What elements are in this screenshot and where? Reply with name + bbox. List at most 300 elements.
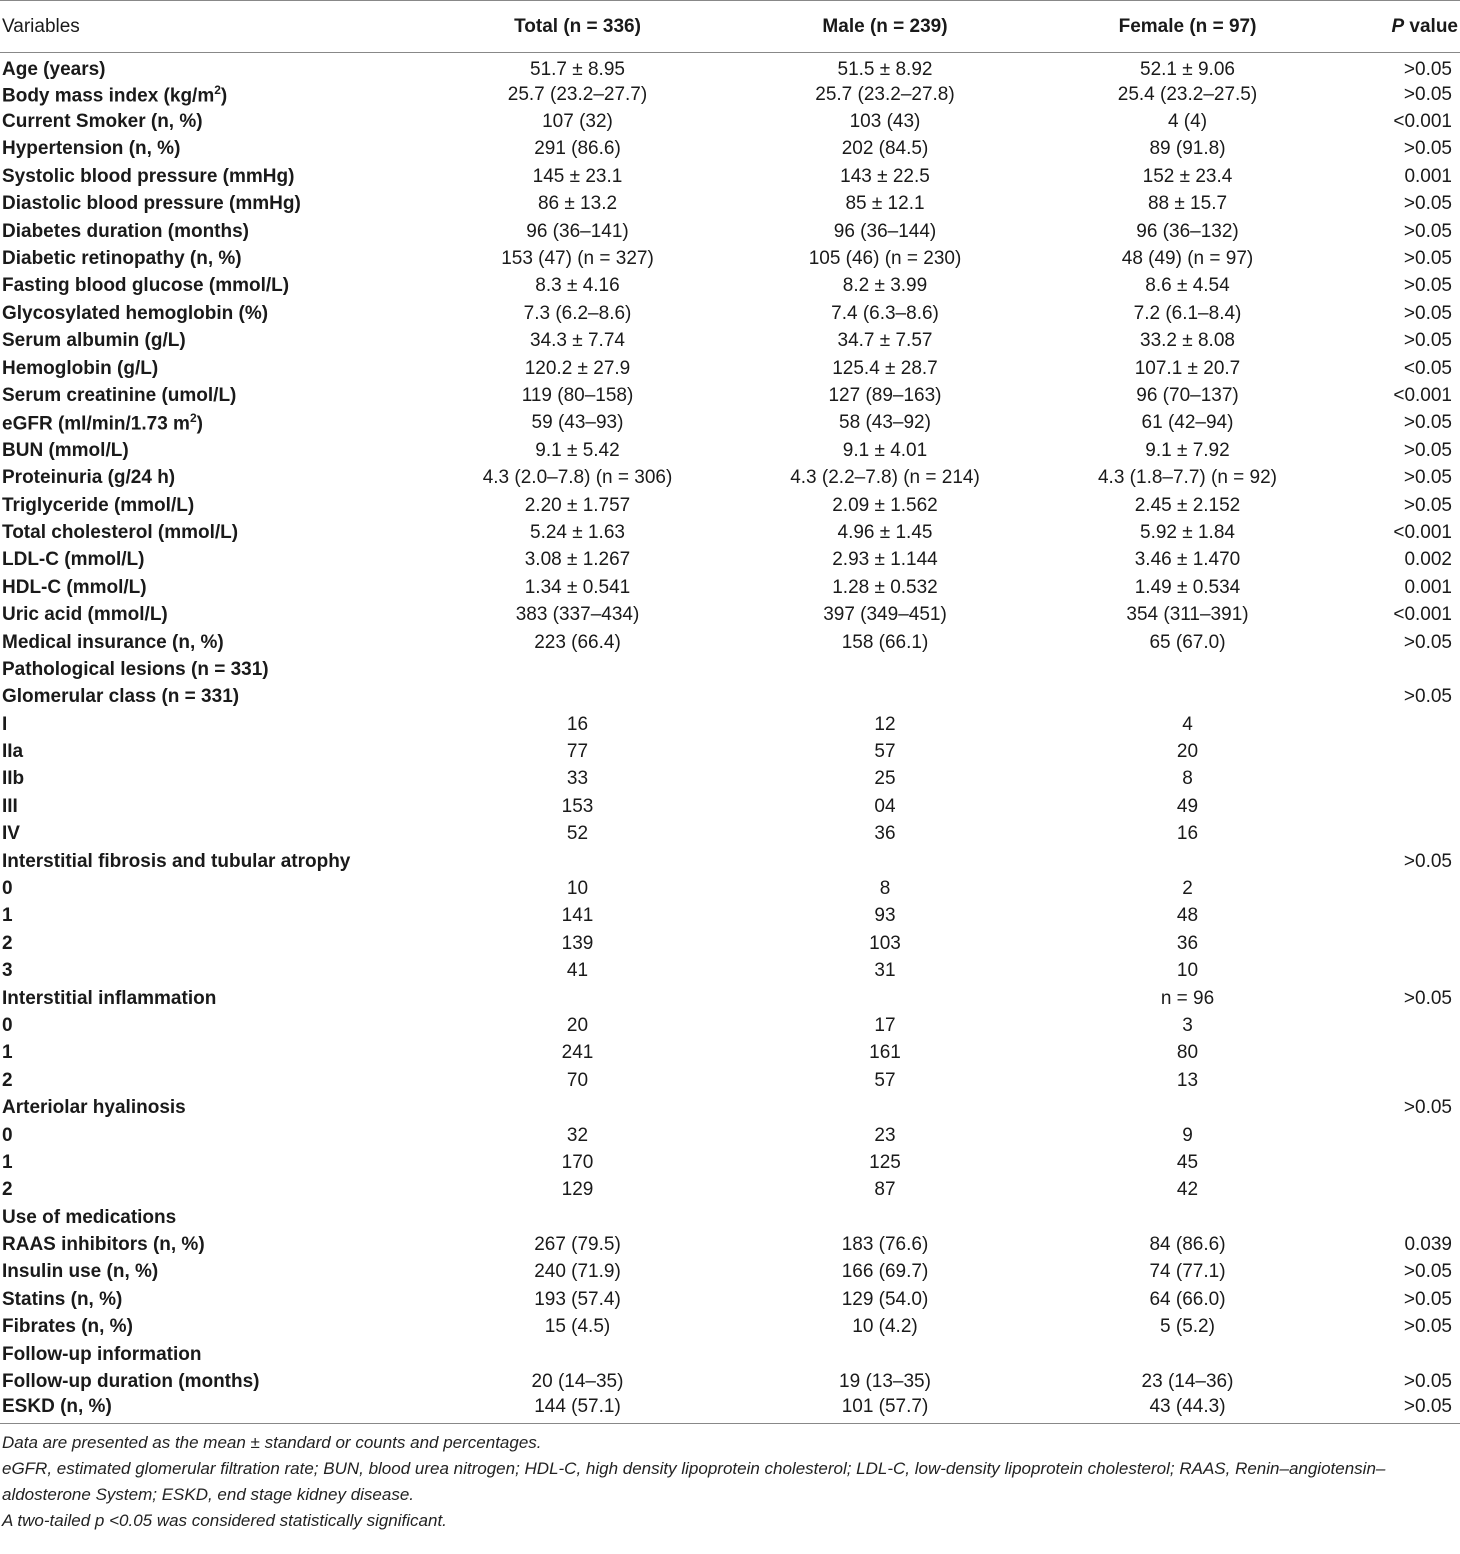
cell-p-value: <0.001 [1393,521,1452,543]
variable-label: 2 [2,1069,13,1091]
cell-male: 93 [874,905,896,927]
cell-male: 8 [879,878,891,900]
table-row [0,492,1460,519]
header-p-label: P [1391,15,1405,37]
cell-male: 397 (349–451) [823,604,947,626]
variable-label: Current Smoker (n, %) [2,111,203,133]
cell-female: n = 96 [1160,987,1215,1009]
cell-p-value: >0.05 [1403,1288,1452,1310]
cell-p-value: >0.05 [1403,275,1452,297]
cell-female: 5 (5.2) [1160,1316,1215,1338]
cell-variable [0,1341,420,1368]
table-row [0,1040,1460,1067]
cell-p-value: >0.05 [1403,850,1452,872]
table-row [0,1314,1460,1341]
cell-female: 48 (49) (n = 97) [1121,248,1254,270]
cell-p-value: >0.05 [1403,412,1452,434]
table-row [0,1067,1460,1094]
cell-variable [0,1286,420,1313]
cell-male: 143 ± 22.5 [840,165,930,187]
cell-variable [0,875,420,902]
cell-p-value [1340,821,1460,848]
cell-male: 57 [874,1069,896,1091]
table-row [0,848,1460,875]
variable-label: IIa [2,741,24,763]
variable-label: 1 [2,1042,13,1064]
table-row [0,875,1460,902]
table-row [0,985,1460,1012]
table-row [0,355,1460,382]
cell-total: 141 [561,905,594,927]
cell-total: 16 [566,713,589,735]
variable-label: Serum creatinine (umol/L) [2,384,237,406]
cell-p-value: 0.039 [1404,1234,1452,1256]
variable-label: Medical insurance (n, %) [2,631,224,653]
variable-label: Arteriolar hyalinosis [2,1097,186,1119]
variable-superscript: 2 [189,411,197,426]
cell-female: 25.4 (23.2–27.5) [1117,83,1258,105]
cell-total: 15 (4.5) [544,1316,611,1338]
cell-male: 34.7 ± 7.57 [837,330,933,352]
cell-p-value [1340,1341,1460,1368]
cell-variable [0,601,420,628]
cell-total: 77 [566,741,589,763]
cell-p-value [1340,958,1460,985]
cell-female: 7.2 (6.1–8.4) [1133,302,1242,324]
cell-p-value: >0.05 [1403,330,1452,352]
cell-male [735,1341,1035,1368]
cell-variable [0,410,420,437]
cell-male: 161 [869,1042,901,1064]
variable-label: LDL-C (mmol/L) [2,549,145,571]
cell-variable [0,958,420,985]
cell-male: 96 (36–144) [833,220,937,242]
cell-total: 10 [566,878,589,900]
cell-total [420,656,735,683]
table-row [0,519,1460,546]
cell-total: 145 ± 23.1 [532,165,623,187]
table-body [0,53,1460,1424]
cell-female: 4 (4) [1167,111,1208,133]
table-row [0,245,1460,272]
table-row [0,218,1460,245]
footnote-significance: A two-tailed p <0.05 was considered statistically significant. [2,1511,447,1531]
variable-label: Total cholesterol (mmol/L) [2,521,239,543]
cell-p-value: <0.001 [1393,111,1452,133]
cell-p-value: 0.001 [1404,576,1452,598]
cell-male: 31 [874,960,896,982]
table-row [0,1204,1460,1231]
cell-p-value [1340,1204,1460,1231]
cell-variable [0,108,420,135]
cell-p-value [1340,1040,1460,1067]
cell-female: 10 [1176,960,1199,982]
cell-total: 20 (14–35) [531,1371,624,1393]
cell-male: 8.2 ± 3.99 [842,275,928,297]
cell-p-value: >0.05 [1403,494,1452,516]
cell-female: 84 (86.6) [1149,1234,1226,1256]
cell-female: 9 [1182,1124,1193,1146]
cell-male: 25 [874,768,896,790]
table-row [0,711,1460,738]
cell-p-value: >0.05 [1403,193,1452,215]
cell-female: 33.2 ± 8.08 [1140,330,1235,352]
cell-male: 57 [874,741,896,763]
cell-female: 3 [1182,1014,1193,1036]
cell-female: 23 (14–36) [1141,1371,1234,1393]
cell-variable [0,53,420,82]
cell-female: 89 (91.8) [1149,138,1226,160]
cell-male: 87 [874,1179,896,1201]
variable-label: IIb [2,768,25,790]
variable-label: Fibrates (n, %) [2,1316,133,1338]
cell-variable [0,1067,420,1094]
cell-male: 2.93 ± 1.144 [832,549,938,571]
cell-total: 241 [561,1042,594,1064]
table-row [0,601,1460,628]
variable-label: Proteinuria (g/24 h) [2,467,176,489]
cell-variable [0,355,420,382]
variable-label: 0 [2,1124,13,1146]
cell-male: 04 [874,795,896,817]
cell-total: 59 (43–93) [531,412,624,434]
cell-total [420,1204,735,1231]
cell-male: 127 (89–163) [828,384,942,406]
cell-male: 23 [874,1124,896,1146]
cell-female: 4.3 (1.8–7.7) (n = 92) [1097,467,1278,489]
cell-p-value: >0.05 [1403,1261,1452,1283]
header-female: Female (n = 97) [1035,1,1340,53]
cell-p-value [1340,1067,1460,1094]
variable-label: I [2,713,8,735]
cell-variable [0,574,420,601]
cell-total: 144 (57.1) [534,1396,621,1418]
cell-male: 36 [874,823,896,845]
cell-male: 58 (43–92) [839,412,931,434]
cell-variable [0,656,420,683]
variable-label: Diabetic retinopathy (n, %) [2,248,242,270]
table-row [0,766,1460,793]
variable-label: BUN (mmol/L) [2,439,129,461]
table-row [0,108,1460,135]
cell-p-value [1340,793,1460,820]
cell-variable [0,1094,420,1121]
cell-total: 267 (79.5) [534,1234,621,1256]
variable-label: Statins (n, %) [2,1288,123,1310]
cell-variable [0,81,420,108]
cell-male [735,684,1035,711]
cell-p-value [1340,930,1460,957]
variable-label: IV [2,823,20,845]
variable-superscript: 2 [214,82,221,97]
table-row [0,1149,1460,1176]
table-row [0,547,1460,574]
cell-male: 4.3 (2.2–7.8) (n = 214) [790,467,980,489]
cell-male: 183 (76.6) [841,1234,929,1256]
cell-male: 85 ± 12.1 [845,193,925,215]
cell-female: 16 [1176,823,1199,845]
cell-variable [0,985,420,1012]
cell-total: 3.08 ± 1.267 [524,549,631,571]
cell-total: 52 [566,823,589,845]
cell-total: 7.3 (6.2–8.6) [523,302,632,324]
table-row [0,738,1460,765]
cell-total: 223 (66.4) [534,631,621,653]
cell-female: 49 [1176,795,1199,817]
cell-male [735,1094,1035,1121]
variable-label: Systolic blood pressure (mmHg) [2,165,295,187]
cell-female: 52.1 ± 9.06 [1140,59,1235,80]
cell-variable [0,218,420,245]
cell-female: 4 [1182,713,1193,735]
cell-total: 120.2 ± 27.9 [524,357,631,379]
cell-p-value: >0.05 [1403,439,1452,461]
cell-variable [0,1314,420,1341]
cell-variable [0,738,420,765]
cell-variable [0,437,420,464]
variable-label: Hemoglobin (g/L) [2,357,159,379]
variable-label-tail: ) [220,84,228,106]
cell-total: 96 (36–141) [526,220,629,242]
variable-label: 1 [2,1151,13,1173]
cell-male [735,1204,1035,1231]
cell-female: 96 (36–132) [1136,220,1239,242]
cell-p-value: >0.05 [1403,987,1452,1009]
variable-label: Body mass index (kg/m [2,84,215,106]
cell-variable [0,492,420,519]
cell-total [420,985,735,1012]
cell-total: 2.20 ± 1.757 [524,494,631,516]
cell-variable [0,519,420,546]
cell-variable [0,684,420,711]
variable-label: Triglyceride (mmol/L) [2,494,195,516]
table-row [0,903,1460,930]
cell-p-value: 0.002 [1404,549,1452,571]
cell-total: 70 [566,1069,589,1091]
cell-female: 43 (44.3) [1149,1396,1226,1418]
variable-label: Hypertension (n, %) [2,138,181,160]
variable-label: Diastolic blood pressure (mmHg) [2,193,301,215]
variable-label: ESKD (n, %) [2,1396,112,1418]
variable-label: 1 [2,905,13,927]
cell-variable [0,1204,420,1231]
cell-variable [0,136,420,163]
cell-p-value [1340,875,1460,902]
cell-female [1035,656,1340,683]
cell-variable [0,629,420,656]
variable-label: Interstitial inflammation [2,987,217,1009]
cell-male: 1.28 ± 0.532 [832,576,938,598]
cell-female: 96 (70–137) [1136,384,1239,406]
variable-label: Glycosylated hemoglobin (%) [2,302,269,324]
table-row [0,1012,1460,1039]
cell-male: 101 (57.7) [841,1396,929,1418]
cell-variable [0,1012,420,1039]
cell-female: 9.1 ± 7.92 [1145,439,1230,461]
header-variables: Variables [0,1,420,53]
cell-male: 103 [869,932,901,954]
cell-p-value [1340,711,1460,738]
variable-label: HDL-C (mmol/L) [2,576,147,598]
variable-label: Follow-up information [2,1343,202,1365]
cell-p-value [1340,766,1460,793]
table-row [0,81,1460,108]
variable-label: Use of medications [2,1206,177,1228]
table-row [0,273,1460,300]
table-row [0,437,1460,464]
cell-total: 25.7 (23.2–27.7) [507,83,648,105]
cell-total: 107 (32) [542,111,613,133]
table-row [0,1286,1460,1313]
cell-variable [0,821,420,848]
cell-total: 291 (86.6) [534,138,621,160]
cell-male: 125 [869,1151,901,1173]
cell-male: 129 (54.0) [841,1288,929,1310]
cell-p-value: >0.05 [1403,1097,1452,1119]
cell-variable [0,300,420,327]
cell-male [735,848,1035,875]
cell-total: 383 (337–434) [515,604,640,626]
variable-label: Serum albumin (g/L) [2,330,186,352]
cell-variable [0,464,420,491]
variable-label: Uric acid (mmol/L) [2,604,168,626]
cell-total: 20 [566,1014,589,1036]
cell-total: 41 [566,960,589,982]
cell-total: 86 ± 13.2 [537,193,618,215]
cell-female: 36 [1176,932,1199,954]
cell-female: 45 [1176,1151,1199,1173]
cell-p-value: >0.05 [1403,220,1452,242]
variable-label: RAAS inhibitors (n, %) [2,1234,205,1256]
cell-variable [0,793,420,820]
cell-female [1035,1341,1340,1368]
variable-label: 2 [2,932,13,954]
cell-female [1035,1094,1340,1121]
cell-total: 9.1 ± 5.42 [535,439,620,461]
cell-variable [0,273,420,300]
header-p-value [1340,1,1460,53]
cell-p-value [1340,656,1460,683]
cell-variable [0,1149,420,1176]
cell-variable [0,848,420,875]
cell-male: 7.4 (6.3–8.6) [831,302,939,324]
table-row [0,300,1460,327]
table-row [0,793,1460,820]
cell-variable [0,930,420,957]
cell-male: 166 (69.7) [841,1261,929,1283]
variable-label: Interstitial fibrosis and tubular atrophy [2,850,351,872]
cell-p-value: >0.05 [1403,1316,1452,1338]
cell-male: 9.1 ± 4.01 [842,439,928,461]
cell-total: 170 [561,1151,594,1173]
variable-label: Fasting blood glucose (mmol/L) [2,275,290,297]
cell-total: 4.3 (2.0–7.8) (n = 306) [482,467,673,489]
cell-male: 125.4 ± 28.7 [832,357,938,379]
cell-male: 2.09 ± 1.562 [832,494,938,516]
cell-p-value: <0.001 [1393,384,1452,406]
cell-p-value: >0.05 [1403,138,1452,160]
variable-label: Glomerular class (n = 331) [2,686,240,708]
table-row [0,574,1460,601]
cell-total [420,1094,735,1121]
cell-male: 25.7 (23.2–27.8) [815,83,955,105]
header-male: Male (n = 239) [735,1,1035,53]
cell-female [1035,1204,1340,1231]
variable-label: 2 [2,1179,13,1201]
table-row [0,958,1460,985]
cell-male [735,656,1035,683]
cell-male: 17 [874,1014,896,1036]
table-header-row [0,1,1460,53]
variable-label: Diabetes duration (months) [2,220,250,242]
cell-female: 80 [1176,1042,1199,1064]
cell-female: 61 (42–94) [1141,412,1234,434]
cell-male: 4.96 ± 1.45 [837,521,933,543]
cell-female: 64 (66.0) [1149,1288,1226,1310]
cell-female: 2 [1182,878,1193,900]
cell-p-value [1340,903,1460,930]
header-total: Total (n = 336) [420,1,735,53]
table-row [0,410,1460,437]
cell-variable [0,1040,420,1067]
cell-female: 152 ± 23.4 [1142,165,1233,187]
cell-total: 129 [561,1179,594,1201]
cell-p-value [1340,738,1460,765]
cell-p-value: >0.05 [1403,467,1452,489]
cell-total: 34.3 ± 7.74 [530,330,625,352]
table-row [0,821,1460,848]
cell-variable [0,191,420,218]
table-row [0,163,1460,190]
table-footnotes [0,1424,1460,1534]
variable-label: 0 [2,878,13,900]
cell-variable [0,1396,420,1423]
cell-total: 33 [566,768,589,790]
variable-label-tail: ) [196,413,203,435]
cell-p-value [1340,1122,1460,1149]
cell-p-value [1340,1012,1460,1039]
cell-p-value: >0.05 [1403,59,1452,80]
cell-p-value: >0.05 [1403,686,1452,708]
variable-label: Pathological lesions (n = 331) [2,658,269,680]
footnote-abbreviations: eGFR, estimated glomerular filtration rate; BUN, blood urea nitrogen; HDL-C, high density lipoprotein cholesterol; LDL-C, low-density lipoprotein cholesterol; RAAS, Renin–angiotensin–aldosterone System; ESKD, end stage kidney disease. [2,1459,1386,1505]
variable-label: Insulin use (n, %) [2,1261,159,1283]
cell-variable [0,766,420,793]
cell-variable [0,1122,420,1149]
cell-variable [0,1259,420,1286]
cell-variable [0,547,420,574]
cell-p-value: >0.05 [1403,1371,1452,1393]
cell-variable [0,903,420,930]
cell-p-value: <0.05 [1403,357,1452,379]
cell-total: 32 [566,1124,589,1146]
cell-variable [0,1177,420,1204]
cell-male [735,985,1035,1012]
table-row [0,1396,1460,1423]
cell-female: 107.1 ± 20.7 [1134,357,1241,379]
table-row [0,1259,1460,1286]
table-row [0,1341,1460,1368]
variable-label: Follow-up duration (months) [2,1371,260,1393]
header-value-label: value [1409,15,1458,37]
cell-variable [0,328,420,355]
cell-p-value [1340,1177,1460,1204]
footnote-data-presentation: Data are presented as the mean ± standard or counts and percentages. [2,1433,542,1453]
cell-p-value: <0.001 [1393,604,1452,626]
cell-female: 5.92 ± 1.84 [1140,521,1235,543]
cell-female: 1.49 ± 0.534 [1134,576,1241,598]
variable-label: Age (years) [2,59,106,80]
